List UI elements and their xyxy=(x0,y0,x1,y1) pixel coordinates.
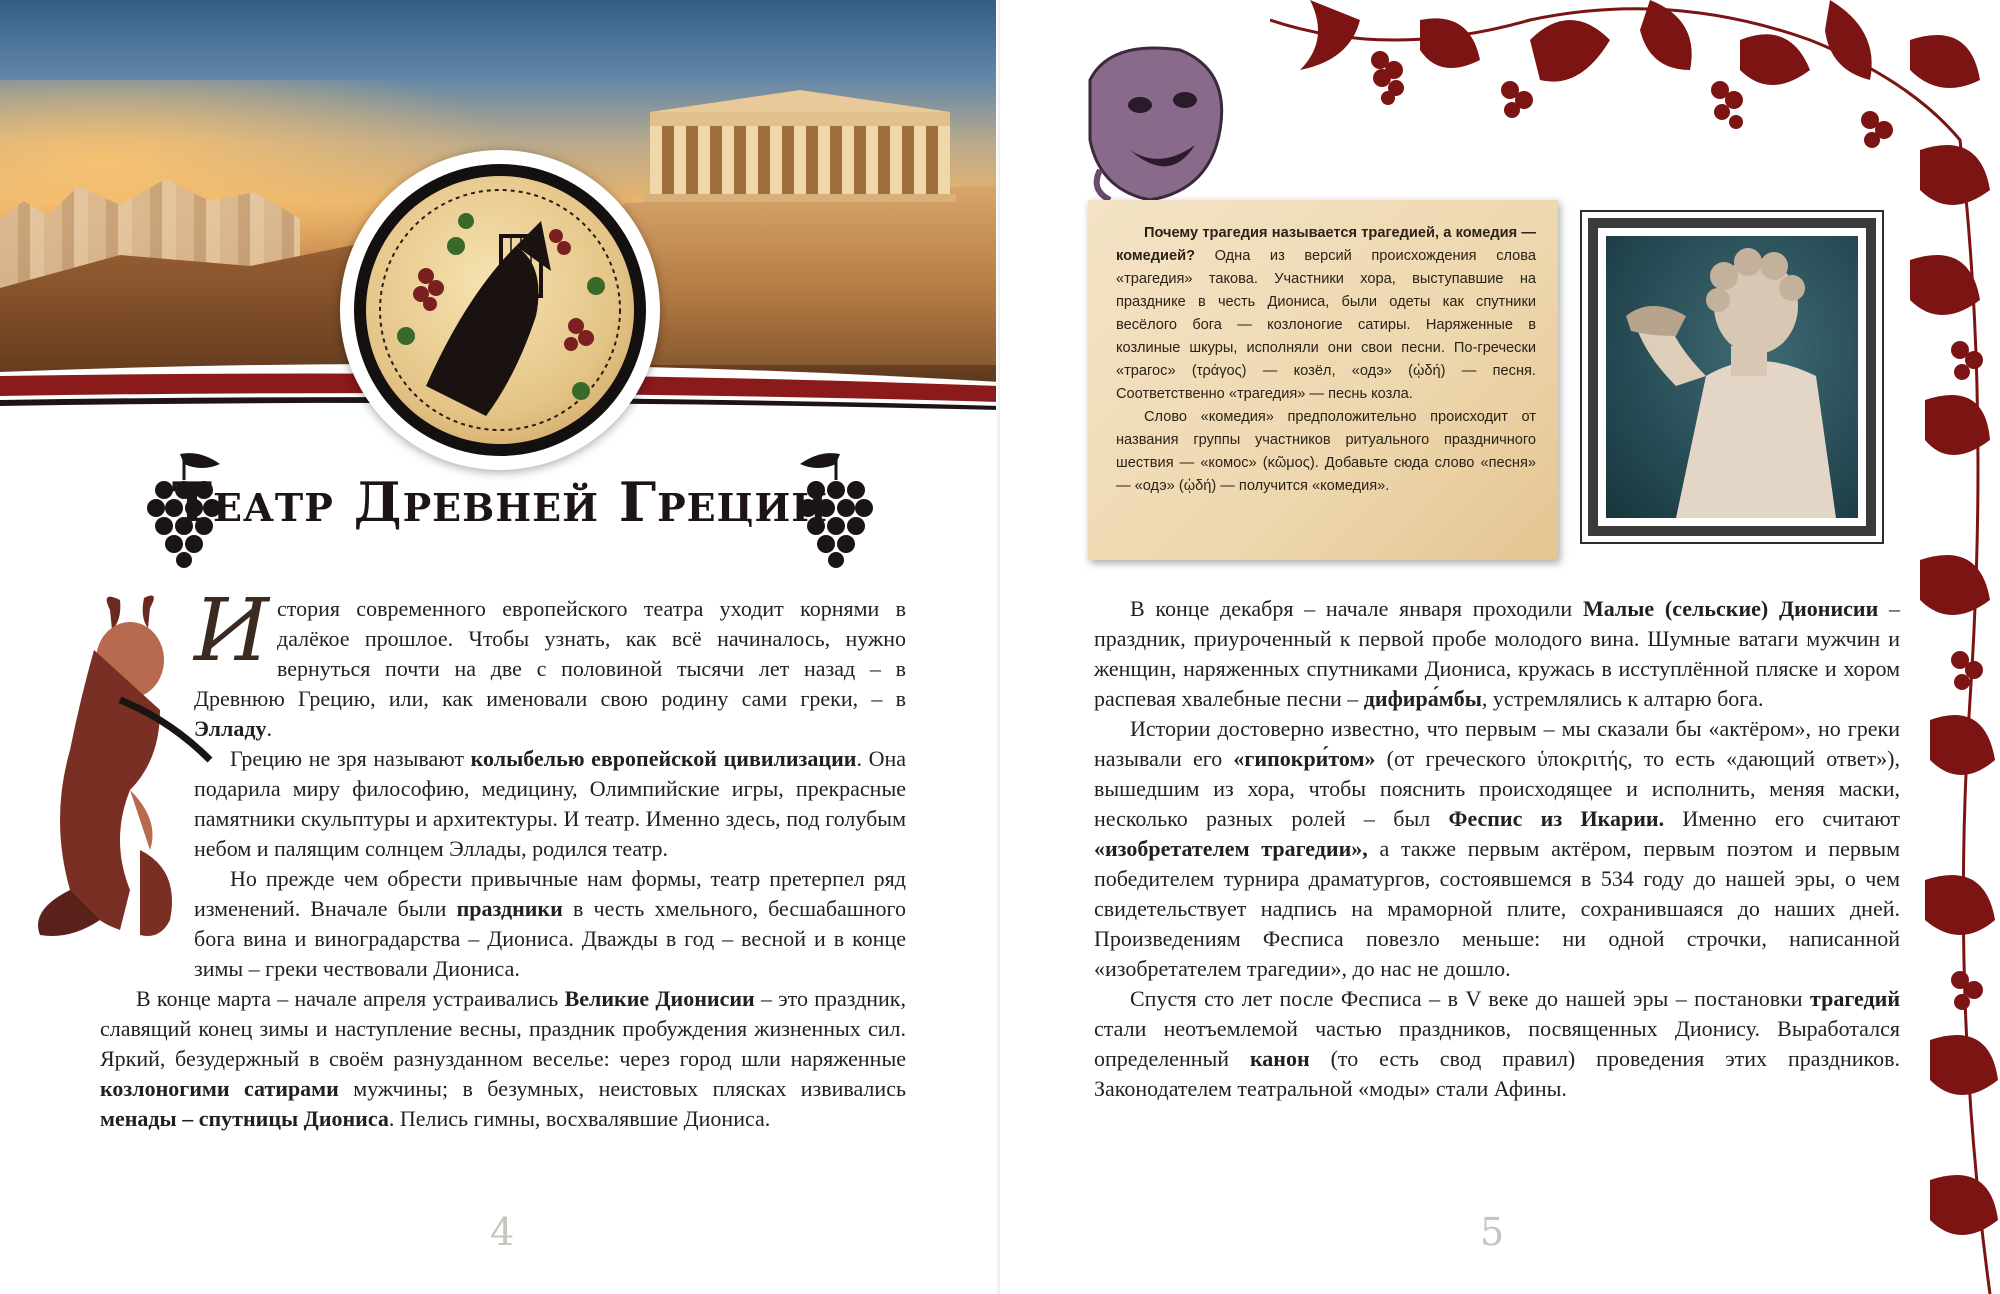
theatre-mask-illustration xyxy=(1070,40,1240,210)
paragraph: Грецию не зря называют колыбелью европейской цивилизации. Она подарила миру философию, медицину, Олимпийские игры, прекрасные памятники скульптуры и архитектуры. И театр. Именно здесь, под голубым небом и палящим солнцем Эллады, родился театр. xyxy=(194,746,907,861)
page-title: Театр Древней Греции xyxy=(171,470,829,534)
greek-plate-illustration xyxy=(340,150,660,470)
dionysus-lyre-drawing xyxy=(366,176,634,444)
paragraph: Спустя сто лет после Фесписа – в V веке до нашей эры – постановки трагедий стали неотъемлемой частью праздников, посвященных Дионису. Выработался определенный канон (то есть свод правил) проведения этих праздников. Законодателем театральной «моды» стали Афины. xyxy=(1094,986,1900,1101)
drop-cap: И xyxy=(194,581,269,681)
paragraph: История современного европейского театра уходит корнями в далёкое прошлое. Чтобы узнать, как всё начиналось, нужно вернуться почти на две с половиной тысячи лет назад – в Древнюю Грецию, или, как именовали свою родину сами греки, – в Элладу. xyxy=(194,581,906,741)
right-body-text xyxy=(1094,594,1900,1104)
note-paragraph: Почему трагедия называется трагедией, а комедия — комедией? Одна из версий происхождения слова «трагедия» такова. Участники хора, выступавшие на празднике в честь Диониса, были одеты как спутники весёлого бога — козлоногие сатиры. Наряженные в козлиные шкуры, исполняли они свои песни. По-гречески «трагос» (τράγος) — козёл, «одэ» (ᾠδή) — песня. Соответственно «трагедия» — песнь козла. xyxy=(1116,225,1536,402)
note-paragraph: Слово «комедия» предположительно происходит от названия группы участников ритуального праздничного шествия — «комос» (κῶμος). Добавьте сюда слово «песня» — «одэ» (ᾠδή) — получится «комедия». xyxy=(1116,409,1536,494)
left-body-text xyxy=(100,581,907,1134)
statue-drawing xyxy=(1606,236,1858,518)
info-note-card xyxy=(1088,200,1558,560)
page-number: 5 xyxy=(1480,1210,1505,1254)
page-number: 4 xyxy=(490,1210,515,1254)
paragraph: В конце декабря – начале января проходили Малые (сельские) Дионисии – праздник, приуроченный к первой пробе молодого вина. Шумные ватаги мужчин и женщин, наряженных спутниками Диониса, кружась в исступлённой пляске и хором распевая хвалебные песни – дифира́мбы, устремлялись к алтарю бога. xyxy=(1094,596,1901,711)
parthenon-illustration xyxy=(650,90,950,200)
paragraph: Но прежде чем обрести привычные нам формы, театр претерпел ряд изменений. Вначале были праздники в честь хмельного, бесшабашного бога вина и виноградарства – Диониса. Дважды в год – весной и в конце зимы – греки чествовали Диониса. xyxy=(194,866,906,981)
dionysus-statue-photo xyxy=(1580,210,1884,544)
paragraph: Истории достоверно известно, что первым – мы сказали бы «актёром», но греки называли его «гипокри́том» (от греческого ὑποκριτής, то есть «дающий ответ»), вышедшим из хора, чтобы пояснить происходящее и исполнить, меняя маски, несколько разных ролей – был Феспис из Икарии. Именно его считают «изобретателем трагедии», а также первым актёром, первым поэтом и первым победителем турнира драматургов, состоявшемся в 534 году до нашей эры, о чем свидетельствует надпись на мраморной плите, сохранившаяся до наших дней. Произведениям Фесписа повезло меньше: ни одной строчки, написанной «изобретателем трагедии», до нас не дошло. xyxy=(1094,716,1901,981)
right-page xyxy=(1000,0,2000,1294)
paragraph: В конце марта – начале апреля устраивались Великие Дионисии – это праздник, славящий конец зимы и наступление весны, праздник пробуждения жизненных сил. Яркий, безудержный в своём разнузданном веселье: через город шли наряженные козлоногими сатирами мужчины; в безумных, неистовых плясках извивались менады – спутницы Диониса. Пелись гимны, восхвалявшие Диониса. xyxy=(100,986,907,1131)
